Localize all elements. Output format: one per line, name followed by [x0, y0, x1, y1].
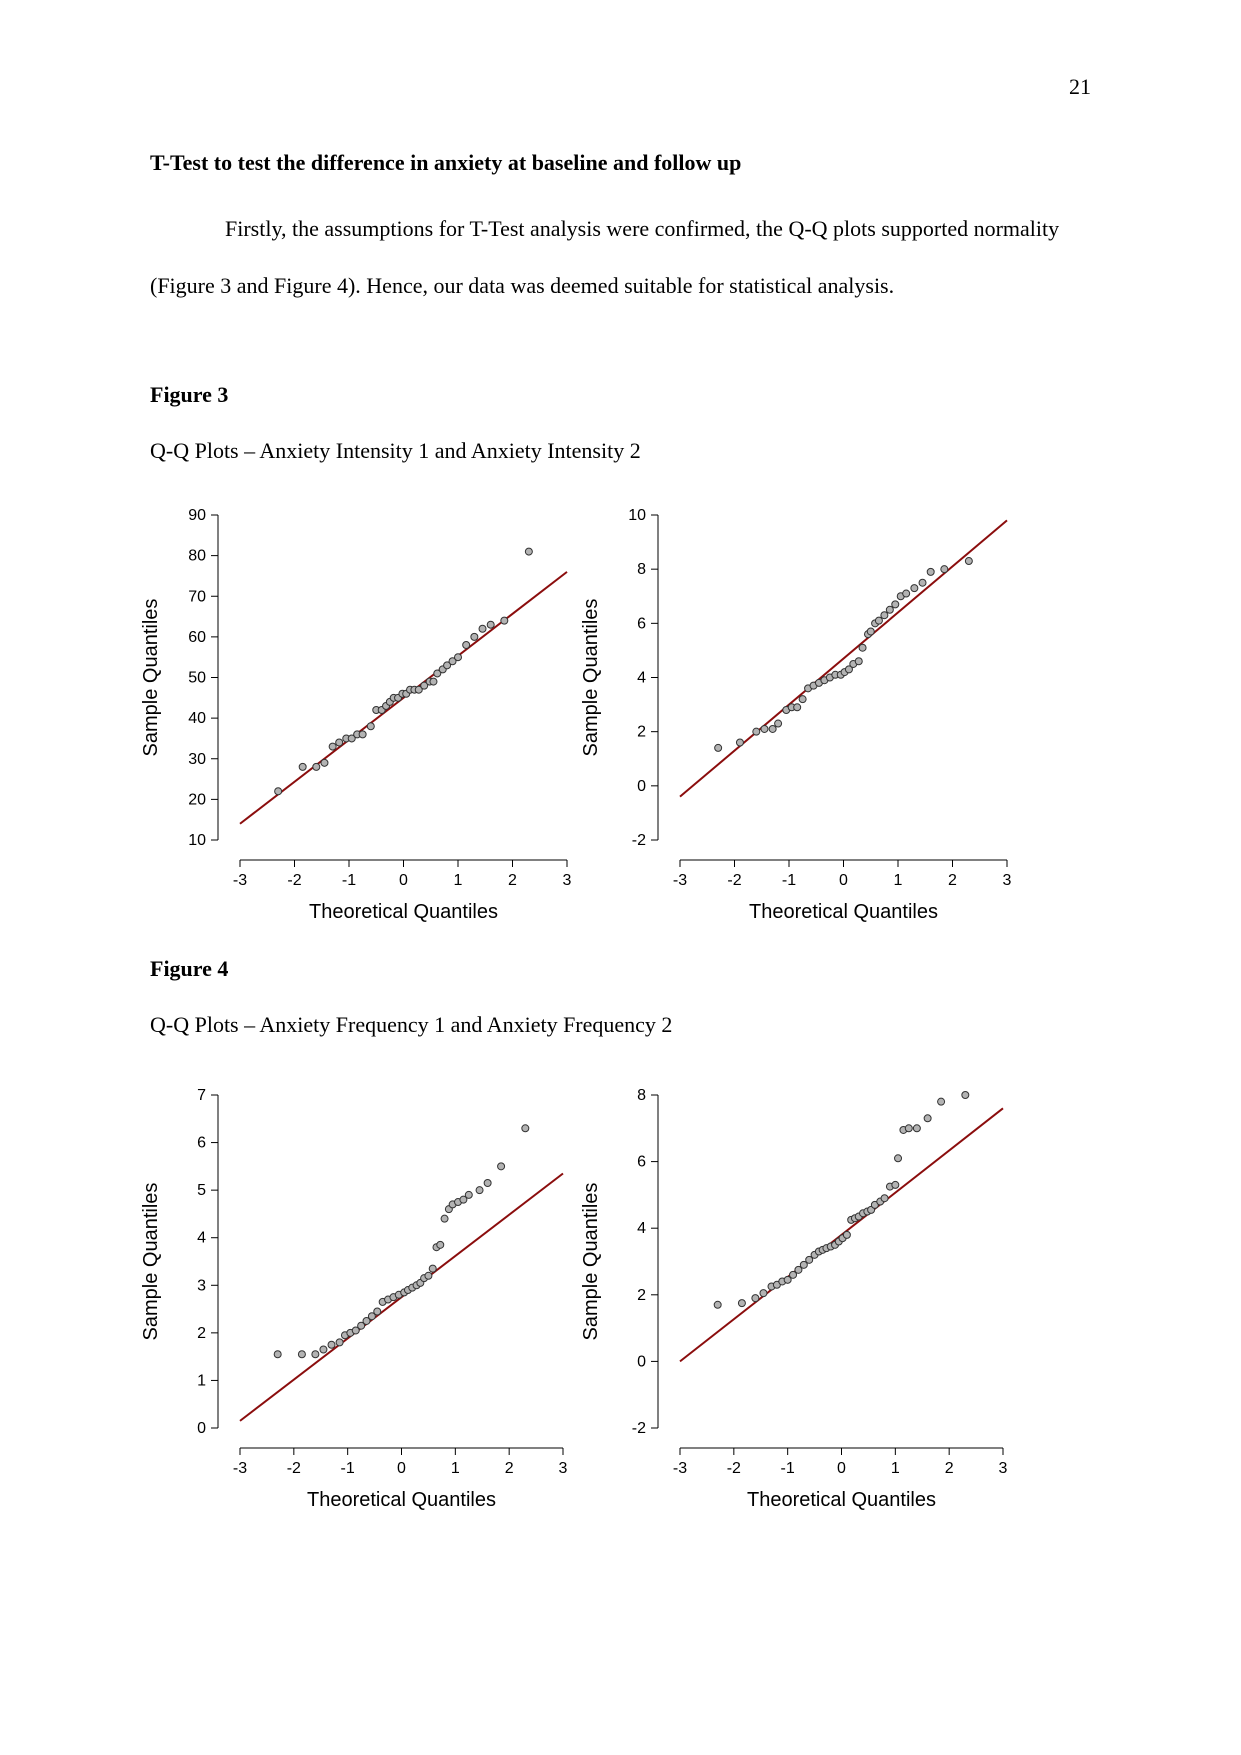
data-point — [275, 788, 282, 795]
data-point — [886, 606, 893, 613]
x-tick-label: -1 — [341, 872, 357, 889]
figure-3-caption: Q-Q Plots – Anxiety Intensity 1 and Anxiety Intensity 2 — [150, 438, 641, 463]
y-tick-label: 4 — [637, 669, 646, 687]
data-point — [455, 654, 462, 661]
data-point — [895, 1155, 902, 1162]
data-point — [881, 612, 888, 619]
data-point — [927, 568, 934, 575]
section-heading: T-Test to test the difference in anxiety at baseline and follow up — [150, 150, 742, 175]
data-point — [274, 1351, 281, 1358]
qq-plot-anxiety-frequency-2 — [580, 1080, 1030, 1520]
y-tick-label: 80 — [188, 547, 206, 565]
data-point — [965, 558, 972, 565]
x-tick-label: 3 — [1002, 872, 1012, 889]
qq-plot-anxiety-intensity-1 — [140, 495, 590, 930]
data-point — [336, 1339, 343, 1346]
y-tick-label: 10 — [628, 507, 646, 524]
x-tick-label: 2 — [508, 872, 517, 889]
y-tick-label: 40 — [188, 710, 206, 728]
x-tick-label: 2 — [948, 872, 957, 889]
data-point — [498, 1163, 505, 1170]
data-point — [775, 720, 782, 727]
x-tick-label: -1 — [340, 1460, 355, 1477]
data-point — [753, 728, 760, 735]
data-point — [859, 644, 866, 651]
data-point — [760, 1290, 767, 1297]
data-point — [522, 1125, 529, 1132]
data-point — [525, 548, 532, 555]
reference-line — [240, 572, 567, 824]
y-tick-label: 2 — [197, 1324, 206, 1342]
y-axis-title: Sample Quantiles — [140, 598, 162, 757]
y-tick-label: 0 — [637, 1353, 646, 1371]
x-tick-label: -2 — [287, 872, 302, 889]
x-tick-label: -1 — [780, 1460, 795, 1477]
data-point — [321, 759, 328, 766]
data-point — [320, 1346, 327, 1353]
data-point — [437, 1241, 444, 1248]
data-point — [329, 743, 336, 750]
data-point — [752, 1295, 759, 1302]
data-point — [487, 621, 494, 628]
data-point — [441, 1215, 448, 1222]
qq-plot-anxiety-intensity-2 — [580, 495, 1030, 930]
y-tick-label: 2 — [637, 723, 646, 741]
y-tick-label: 4 — [197, 1229, 206, 1247]
data-point — [425, 1272, 432, 1279]
x-tick-label: -3 — [232, 1460, 248, 1477]
y-tick-label: 0 — [637, 777, 646, 795]
y-tick-label: 6 — [637, 615, 646, 633]
y-axis-title: Sample Quantiles — [580, 598, 602, 757]
y-tick-label: 0 — [197, 1420, 206, 1437]
y-tick-label: 1 — [197, 1372, 206, 1390]
y-tick-label: 3 — [197, 1277, 206, 1295]
y-tick-label: 60 — [188, 628, 206, 646]
data-point — [715, 744, 722, 751]
y-tick-label: 6 — [637, 1153, 646, 1171]
data-point — [769, 725, 776, 732]
y-tick-label: 70 — [188, 588, 206, 606]
x-tick-label: 1 — [453, 872, 463, 889]
data-point — [905, 1125, 912, 1132]
x-tick-label: -2 — [286, 1460, 301, 1477]
y-tick-label: 90 — [188, 507, 206, 524]
x-axis-title: Theoretical Quantiles — [309, 901, 498, 923]
y-tick-label: 10 — [188, 832, 206, 849]
y-tick-label: 6 — [197, 1134, 206, 1152]
x-tick-label: 0 — [837, 1460, 846, 1477]
y-tick-label: 20 — [188, 791, 206, 809]
x-tick-label: -1 — [781, 872, 797, 889]
data-point — [794, 704, 801, 711]
data-point — [374, 1308, 381, 1315]
data-point — [941, 566, 948, 573]
data-point — [336, 739, 343, 746]
data-point — [714, 1301, 721, 1308]
figure-3-label: Figure 3 — [150, 382, 229, 407]
x-tick-label: -2 — [726, 1460, 741, 1477]
x-tick-label: -2 — [727, 872, 742, 889]
y-tick-label: 2 — [637, 1286, 646, 1304]
data-point — [359, 731, 366, 738]
data-point — [799, 696, 806, 703]
y-tick-label: 7 — [197, 1087, 206, 1104]
data-point — [298, 1351, 305, 1358]
data-point — [924, 1115, 931, 1122]
data-point — [919, 579, 926, 586]
data-point — [479, 625, 486, 632]
data-point — [962, 1092, 969, 1099]
data-point — [313, 763, 320, 770]
x-axis-title: Theoretical Quantiles — [747, 1489, 936, 1511]
x-tick-label: 2 — [504, 1460, 514, 1477]
data-point — [430, 678, 437, 685]
data-point — [881, 1195, 888, 1202]
y-tick-label: 50 — [188, 669, 206, 687]
data-point — [892, 1181, 899, 1188]
x-tick-label: 3 — [562, 872, 572, 889]
data-point — [312, 1351, 319, 1358]
data-point — [429, 1265, 436, 1272]
x-axis-title: Theoretical Quantiles — [749, 901, 938, 923]
data-point — [484, 1180, 491, 1187]
x-axis-title: Theoretical Quantiles — [307, 1489, 496, 1511]
data-point — [938, 1098, 945, 1105]
x-tick-label: 0 — [397, 1460, 406, 1477]
data-point — [843, 1231, 850, 1238]
y-tick-label: 5 — [197, 1182, 206, 1200]
figure-4-label: Figure 4 — [150, 956, 229, 981]
data-point — [867, 628, 874, 635]
data-point — [892, 601, 899, 608]
y-tick-label: 8 — [637, 561, 646, 579]
y-tick-label: -2 — [631, 1420, 646, 1437]
data-point — [476, 1187, 483, 1194]
x-tick-label: 2 — [944, 1460, 954, 1477]
x-tick-label: 1 — [890, 1460, 900, 1477]
page-number: 21 — [1069, 74, 1091, 99]
y-tick-label: 8 — [637, 1087, 646, 1104]
data-point — [501, 617, 508, 624]
data-point — [463, 642, 470, 649]
data-point — [855, 658, 862, 665]
data-point — [328, 1341, 335, 1348]
y-tick-label: 30 — [188, 750, 206, 768]
data-point — [299, 763, 306, 770]
body-paragraph — [150, 200, 1080, 314]
y-axis-title: Sample Quantiles — [580, 1182, 602, 1341]
paragraph-text: Firstly, the assumptions for T-Test analysis were confirmed, the Q-Q plots supported normality (Figure 3 and Figure 4). Hence, our data was deemed suitable for statistical analysis. — [150, 216, 1060, 298]
y-axis-title: Sample Quantiles — [140, 1182, 162, 1341]
data-point — [738, 1300, 745, 1307]
x-tick-label: 1 — [893, 872, 903, 889]
x-tick-label: -3 — [672, 872, 688, 889]
data-point — [911, 585, 918, 592]
data-point — [471, 633, 478, 640]
x-tick-label: 0 — [839, 872, 848, 889]
qq-plot-anxiety-frequency-1 — [140, 1080, 590, 1520]
x-tick-label: 3 — [998, 1460, 1008, 1477]
data-point — [761, 725, 768, 732]
data-point — [465, 1191, 472, 1198]
x-tick-label: -3 — [232, 872, 248, 889]
reference-line — [680, 520, 1007, 796]
data-point — [367, 723, 374, 730]
data-point — [875, 617, 882, 624]
x-tick-label: 1 — [450, 1460, 460, 1477]
data-point — [903, 590, 910, 597]
x-tick-label: -3 — [672, 1460, 688, 1477]
y-tick-label: -2 — [631, 832, 646, 849]
data-point — [736, 739, 743, 746]
x-tick-label: 0 — [399, 872, 408, 889]
x-tick-label: 3 — [558, 1460, 568, 1477]
data-point — [913, 1125, 920, 1132]
figure-4-caption: Q-Q Plots – Anxiety Frequency 1 and Anxiety Frequency 2 — [150, 1012, 673, 1037]
y-tick-label: 4 — [637, 1220, 646, 1238]
